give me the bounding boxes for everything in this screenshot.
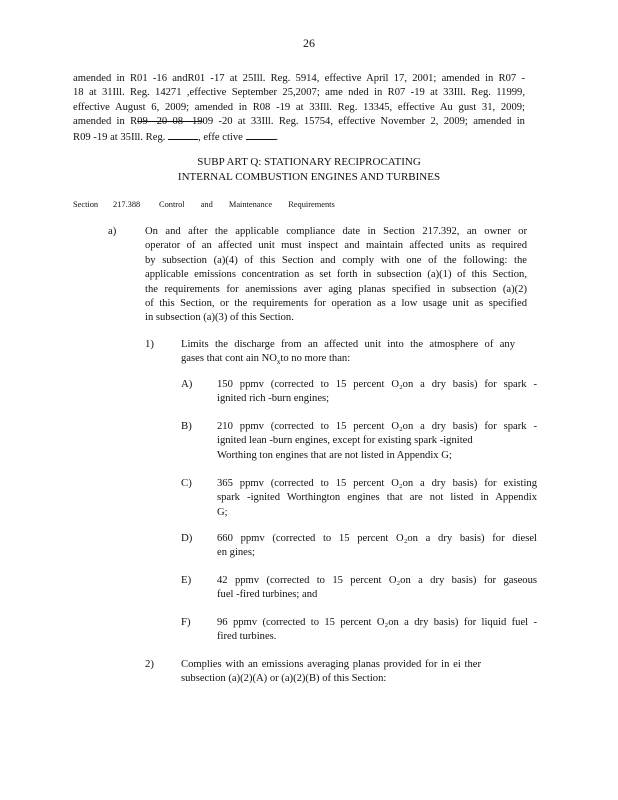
- history-text: amended in R: [73, 116, 138, 128]
- history-line: amended in R01 -16 andR01 -17 at 25Ill. Reg. 5914, effective April 17, 2001; amended in R07 -: [73, 73, 525, 84]
- subscript: x: [276, 358, 281, 367]
- para-line: operator of an affected unit must inspect and maintain affected units as required: [145, 240, 527, 252]
- item-text: [217, 574, 537, 603]
- subpart-heading: [0, 155, 618, 184]
- history-line: 18 at 31Ill. Reg. 14271 ,effective September 25,2007; ame nded in R07 -19 at 33Ill. Reg. 11999,: [73, 87, 525, 99]
- para-a-text: [145, 225, 527, 326]
- para-line: Limits the discharge from an affected unit into the atmosphere of any: [181, 339, 515, 350]
- item-line: 660 ppmv (corrected to 15 percent O₂on a dry basis) for diesel: [217, 533, 537, 544]
- item-line: spark -ignited Worthington engines that are not listed in Appendix: [217, 492, 537, 504]
- item-text: [217, 420, 537, 463]
- subpart-line: SUBP ART Q: STATIONARY RECIPROCATING: [197, 156, 421, 168]
- para-line: applicable emissions concentration as set forth in subsection (a)(1) of this Section,: [145, 269, 527, 281]
- para-1-label: 1): [145, 338, 154, 350]
- section-number: 217.388: [113, 200, 141, 209]
- item-label: B): [181, 420, 192, 432]
- history-text: , effe ctive: [198, 131, 243, 143]
- item-line: fired turbines.: [217, 631, 277, 643]
- para-line: On and after the applicable compliance date in Section 217.392, an owner or: [145, 226, 527, 237]
- section-title: Control and Maintenance Requirements: [159, 200, 335, 209]
- item-text: [217, 532, 537, 561]
- item-label: A): [181, 378, 193, 390]
- para-2-label: 2): [145, 658, 154, 670]
- item-label: F): [181, 616, 191, 628]
- blank-field: [168, 130, 198, 140]
- struck-text: 09 -20 08 -19: [137, 116, 203, 128]
- para-text: to no more than:: [280, 353, 351, 365]
- item-line: fuel -fired turbines; and: [217, 589, 318, 601]
- item-line: 365 ppmv (corrected to 15 percent O₂on a dry basis) for existing: [217, 478, 537, 489]
- para-line: subsection (a)(2)(A) or (a)(2)(B) of this Section:: [181, 673, 387, 685]
- para-line: in subsection (a)(3) of this Section.: [145, 312, 294, 324]
- page-number: 26: [303, 36, 315, 50]
- item-line: 210 ppmv (corrected to 15 percent O₂on a dry basis) for spark -: [217, 421, 537, 432]
- para-line: by subsection (a)(4) of this Section and comply with one of the following: the: [145, 254, 527, 266]
- para-line: of this Section, or the requirements for operation as a low usage unit as specified: [145, 298, 527, 310]
- item-label: D): [181, 532, 193, 544]
- history-text: R09 -19 at 35Ill. Reg.: [73, 131, 166, 143]
- item-line: 42 ppmv (corrected to 15 percent O₂on a dry basis) for gaseous: [217, 575, 537, 586]
- para-text: gases that cont ain NO: [181, 353, 277, 365]
- para-line: [181, 352, 515, 366]
- item-line: en gines;: [217, 547, 255, 559]
- history-line: effective August 6, 2009; amended in R08 -19 at 33Ill. Reg. 13345, effective Au gust 31, 2009;: [73, 101, 525, 113]
- item-label: C): [181, 477, 192, 489]
- item-label: E): [181, 574, 192, 586]
- para-2-text: [181, 658, 481, 687]
- item-line: ignited lean -burn engines, except for existing spark -ignited: [217, 435, 473, 447]
- item-line: G;: [217, 506, 228, 518]
- para-1-text: [181, 338, 515, 367]
- para-line: the requirements for anemissions aver aging planas specified in subsection (a)(2): [145, 283, 527, 295]
- section-label: Section: [73, 200, 99, 209]
- para-line: Complies with an emissions averaging planas provided for in ei ther: [181, 659, 481, 670]
- item-line: 96 ppmv (corrected to 15 percent O₂on a dry basis) for liquid fuel -: [217, 617, 537, 628]
- history-text: .: [275, 131, 279, 143]
- item-line: ignited rich -burn engines;: [217, 393, 330, 405]
- history-line: [73, 115, 525, 129]
- item-line: Worthing ton engines that are not listed in Appendix G;: [217, 449, 452, 461]
- item-text: [217, 477, 537, 520]
- subpart-line: INTERNAL COMBUSTION ENGINES AND TURBINES: [177, 170, 441, 183]
- history-text: 09 -20 at 33Ill. Reg. 15754, effective November 2, 2009; amended in: [202, 116, 525, 128]
- item-line: 150 ppmv (corrected to 15 percent O₂on a dry basis) for spark -: [217, 379, 537, 390]
- item-text: [217, 616, 537, 645]
- history-line: [73, 130, 525, 145]
- item-text: [217, 378, 537, 407]
- blank-field: [246, 130, 276, 140]
- para-a-label: a): [108, 225, 117, 237]
- amendment-history: [73, 72, 525, 145]
